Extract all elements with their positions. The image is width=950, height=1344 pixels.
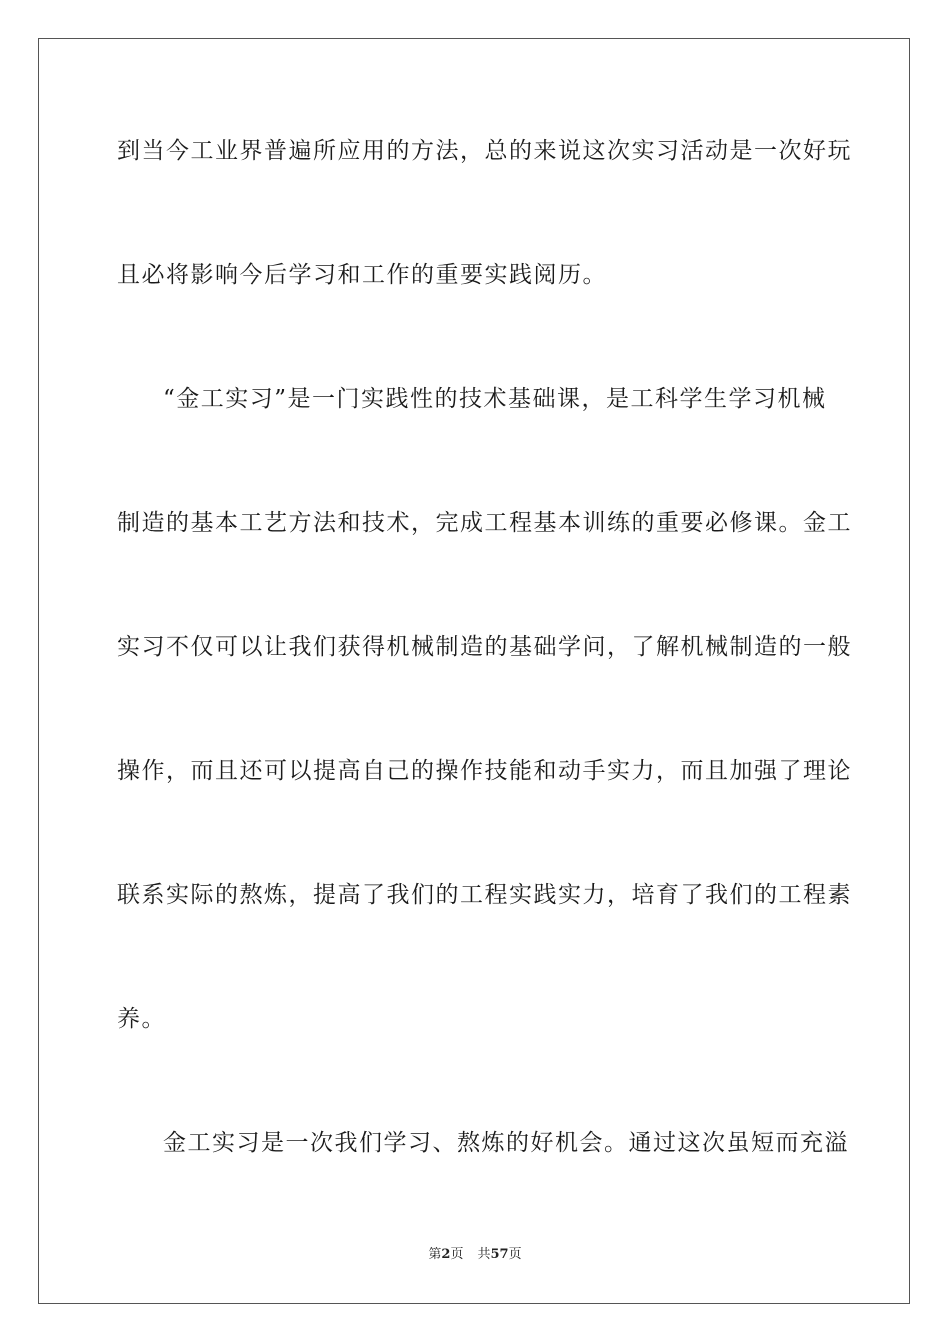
page-total: 57 — [490, 1247, 509, 1262]
text-line-3: “金工实习”是一门实践性的技术基础课，是工科学生学习机械 — [163, 386, 827, 412]
text-line-7: 联系实际的熬炼，提高了我们的工程实践实力，培育了我们的工程素 — [117, 882, 852, 908]
page-number: 2 — [441, 1247, 451, 1262]
total-suffix: 页 — [508, 1247, 522, 1262]
total-prefix: 共 — [477, 1247, 491, 1262]
text-line-2: 且必将影响今后学习和工作的重要实践阅历。 — [117, 262, 607, 288]
page-footer — [0, 1246, 950, 1264]
page-suffix: 页 — [450, 1247, 464, 1262]
text-line-6: 操作，而且还可以提高自己的操作技能和动手实力，而且加强了理论 — [117, 758, 852, 784]
text-line-1: 到当今工业界普遍所应用的方法，总的来说这次实习活动是一次好玩 — [117, 138, 852, 164]
text-line-9: 金工实习是一次我们学习、熬炼的好机会。通过这次虽短而充溢 — [163, 1130, 849, 1156]
page-prefix: 第 — [428, 1247, 442, 1262]
text-line-5: 实习不仅可以让我们获得机械制造的基础学问，了解机械制造的一般 — [117, 634, 852, 660]
text-line-4: 制造的基本工艺方法和技术，完成工程基本训练的重要必修课。金工 — [117, 510, 852, 536]
page-border — [38, 38, 910, 1304]
text-line-8: 养。 — [117, 1006, 166, 1032]
